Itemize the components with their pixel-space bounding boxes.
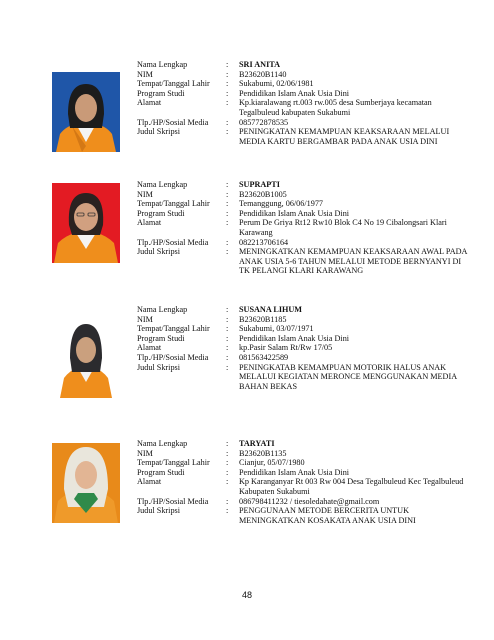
- field-thesis: Judul Skripsi : MENINGKATKAN KEMAMPUAN KEAKSARAAN AWAL PADA ANAK USIA 5-6 TAHUN MELALUI METODE BERNYANYI DI TK PELANGI KLARI KARAWANG: [137, 247, 467, 276]
- field-name: Nama Lengkap : TARYATI: [137, 439, 467, 449]
- field-program: Program Studi : Pendidikan Islam Anak Usia Dini: [137, 467, 350, 477]
- student-name: TARYATI: [239, 439, 275, 448]
- field-contact: Tlp./HP/Sosial Media : 081563422589: [137, 352, 289, 362]
- field-name: Nama Lengkap : SRI ANITA: [137, 60, 467, 70]
- student-name: SRI ANITA: [239, 60, 281, 69]
- field-nim: NIM : B23620B1005: [137, 189, 287, 199]
- page-number: 48: [241, 590, 252, 600]
- student-info: [137, 60, 467, 146]
- field-address: Alamat : kp.Pasir Salam Rt/Rw 17/05: [137, 343, 333, 353]
- field-thesis: Judul Skripsi : PENINGKATAB KEMAMPUAN MOTORIK HALUS ANAK MELALUI KEGIATAN MERONCE MENGGUNAKAN MEDIA BAHAN BEKAS: [137, 362, 457, 391]
- student-photo: [52, 318, 120, 398]
- student-photo: [52, 72, 120, 152]
- field-thesis: Judul Skripsi : PENINGKATAN KEMAMPUAN KEAKSARAAN MELALUI MEDIA KARTU BERGAMBAR PADA ANAK USIA DINI: [137, 127, 450, 146]
- student-name: SUPRAPTI: [239, 180, 280, 189]
- student-photo: [52, 183, 120, 263]
- field-name: Nama Lengkap : SUPRAPTI: [137, 180, 467, 190]
- field-contact: Tlp./HP/Sosial Media : 086798411232 / tiesoledahate@gmail.com: [137, 496, 380, 506]
- field-birth: Tempat/Tanggal Lahir : Cianjur, 05/07/1980: [137, 458, 305, 468]
- field-birth: Tempat/Tanggal Lahir : Sukabumi, 02/06/1981: [137, 79, 314, 89]
- field-contact: Tlp./HP/Sosial Media : 082213706164: [137, 237, 289, 247]
- field-contact: Tlp./HP/Sosial Media : 085772878535: [137, 117, 289, 127]
- student-name: SUSANA LIHUM: [239, 305, 303, 314]
- field-nim: NIM : B23620B1140: [137, 69, 287, 79]
- student-info: [137, 180, 467, 276]
- student-info: [137, 439, 467, 525]
- field-address: Alamat : Perum De Griya Rt12 Rw10 Blok C4 No 19 Cibalongsari Klari Karawang: [137, 218, 447, 237]
- field-program: Program Studi : Pendidikan Islam Anak Usia Dini: [137, 333, 350, 343]
- field-thesis: Judul Skripsi : PENGGUNAAN METODE BERCERITA UNTUK MENINGKATKAN KOSAKATA ANAK USIA DINI: [137, 506, 416, 525]
- field-program: Program Studi : Pendidikan Islam Anak Usia Dini: [137, 208, 350, 218]
- field-name: Nama Lengkap : SUSANA LIHUM: [137, 305, 467, 315]
- field-program: Program Studi : Pendidikan Islam Anak Usia Dini: [137, 88, 350, 98]
- field-birth: Tempat/Tanggal Lahir : Temanggung, 06/06/1977: [137, 199, 324, 209]
- field-birth: Tempat/Tanggal Lahir : Sukabumi, 03/07/1971: [137, 324, 314, 334]
- student-info: [137, 305, 467, 391]
- student-photo: [52, 443, 120, 523]
- field-address: Alamat : Kp Karanganyar Rt 003 Rw 004 Desa Tegalbuleud Kec Tegalbuleud Kabupaten Sukabumi: [137, 477, 464, 496]
- field-nim: NIM : B23620B1135: [137, 448, 287, 458]
- field-nim: NIM : B23620B1185: [137, 314, 287, 324]
- field-address: Alamat : Kp.kiaralawang rt.003 rw.005 desa Sumberjaya kecamatan Tegalbuleud kabupaten Sukabumi: [137, 98, 432, 117]
